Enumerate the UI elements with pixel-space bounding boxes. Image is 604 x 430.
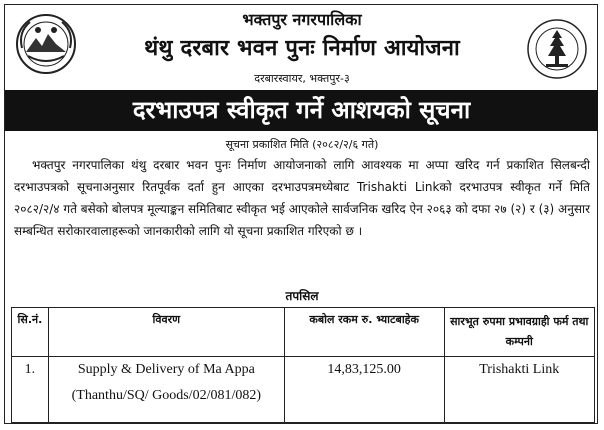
details-heading: तपसिल [285,289,319,303]
row-description [48,357,284,423]
header-description: विवरण [48,308,284,357]
award-table [11,307,595,423]
row-description-line2: (Thanthu/SQ/ Goods/02/081/082) [71,388,262,403]
published-date: सूचना प्रकाशित मिति (२०८२/२/६ गते) [225,138,379,151]
notice-body: भक्तपुर नगरपालिका थंथु दरबार भवन पुनः निर्माण आयोजनाको लागि आवश्यक मा अप्पा खरिद गर्न प्रकाशित सिलबन्दी दरभाउपत्रको सूचनाअनुसार रितपूर्वक दर्ता हुन आएका दरभाउपत्रमध्येबाट Trishakti Linkको दरभाउपत्र स्वीकृत गर्ने मिति २०८२/२/४ गते बसेको बोलपत्र मूल्याङ्कन समितिबाट स्वीकृत भई आएकोले सार्वजनिक खरिद ऐन २०६३ को दफा २७ (२) र (३) अनुसार सम्बन्धित सरोकारवालाहरूको जानकारीको लागि यो सूचना प्रकाशित गरिएको छ । [14,158,590,238]
project-title: थंथु दरबार भवन पुनः निर्माण आयोजना [144,36,460,61]
row-firm: Trishakti Link [444,357,594,423]
row-amount: 14,83,125.00 [284,357,444,423]
header-sn: सि.नं. [12,308,49,357]
row-sn: 1. [12,357,49,423]
header-amount: कबोल रकम रु. भ्याटबाहेक [284,308,444,357]
table-row [12,357,595,423]
table-header-row [12,308,595,357]
header-firm: सारभूत रुपमा प्रभावग्राही फर्म तथा कम्पनी [444,308,594,357]
row-description-line1: Supply & Delivery of Ma Appa [77,362,255,377]
office-address: दरबारस्वायर, भक्तपुर-३ [254,72,350,85]
municipality-name: भक्तपुर नगरपालिका [242,10,362,29]
notice-title-banner: दरभाउपत्र स्वीकृत गर्ने आशयको सूचना [5,90,598,131]
